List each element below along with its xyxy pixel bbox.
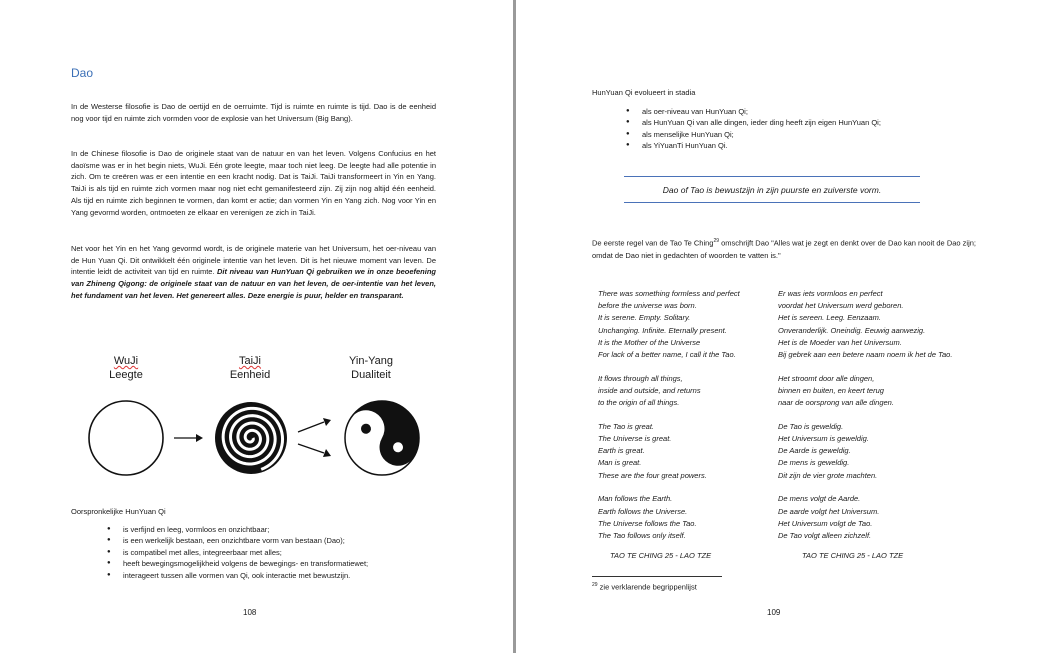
label-wuji-sub: Leegte <box>109 369 143 381</box>
page-title: Dao <box>71 66 94 80</box>
poem-line: It is the Mother of the Universe <box>598 337 701 347</box>
paragraph-hunyuan-plain: Net voor het Yin en het Yang gevormd wordt, is de originele materie van het Universum, het oer-niveau van de Hun Yuan Qi. Dit ontwikkelt één originele intentie van het leven. Dit is het nieuwe moment van leven. De intentie leidt de activiteit van tijd en ruimte. <box>71 244 436 277</box>
poem-line: Earth follows the Universe. <box>598 506 688 516</box>
footnote-text: zie verklarende begrippenlijst <box>597 582 697 592</box>
stadia-heading: HunYuan Qi evolueert in stadia <box>592 88 696 97</box>
intro-text-a: De eerste regel van de Tao Te Ching <box>592 238 714 248</box>
taiji-spiral-icon <box>215 402 287 474</box>
poem-line: It is serene. Empty. Solitary. <box>598 313 691 323</box>
poem-line: The Tao follows only itself. <box>598 530 686 540</box>
poem-line: naar de oorsprong van alle dingen. <box>778 398 894 408</box>
poem-line: There was something formless and perfect <box>598 289 740 298</box>
wuji-taiji-yinyang-figure <box>86 352 436 502</box>
footnote-divider <box>592 576 722 577</box>
poem-stanza <box>778 421 1008 482</box>
yin-yang-icon <box>341 387 433 475</box>
arrow-right-icon <box>174 434 203 442</box>
poem-line: Earth is great. <box>598 446 645 456</box>
poem-line: Het is sereen. Leeg. Eenzaam. <box>778 313 881 323</box>
poem-stanza <box>598 288 778 361</box>
stadia-list <box>626 106 1006 152</box>
page-number: 108 <box>243 608 257 617</box>
paragraph-westerse: In de Westerse filosofie is Dao de oertijd en de oerruimte. Tijd is ruimte en ruimte is tijd. Dao is de eenheid nog voor tijd en ruimte zich vormden voor de explosie van het Universum (Big Bang). <box>71 102 436 123</box>
intro-text-b: omschrijft Dao "Alles wat je zegt en denkt over de Dao kan nooit de Dao zijn; omdat de Dao niet in gedachten of woorden te vatten is." <box>592 238 976 261</box>
poem-line: De Tao is geweldig. <box>778 421 844 431</box>
poem-line: Bij gebrek aan een betere naam noem ik het de Tao. <box>778 350 953 360</box>
list-item: ● is een werkelijk bestaan, een onzichtbare vorm van bestaan (Dao); <box>107 535 467 546</box>
poem-line: Het Universum volgt de Tao. <box>778 518 873 528</box>
footnote-ref: 29 <box>713 238 720 244</box>
poem-line: For lack of a better name, I call it the Tao. <box>598 350 736 360</box>
paragraph-hunyuan <box>71 243 436 302</box>
footnote-number: 29 <box>592 582 598 588</box>
poem-english <box>598 288 778 554</box>
list-item: ● interageert tussen alle vormen van Qi, ook interactie met bewustzijn. <box>107 570 467 581</box>
signature-english: TAO TE CHING 25 - LAO TZE <box>610 551 712 560</box>
poem-line: It flows through all things, <box>598 373 683 383</box>
poem-line: De mens is geweldig. <box>778 458 850 468</box>
footnote <box>592 582 697 592</box>
poem-stanza <box>598 493 778 542</box>
list-item: ● als oer-niveau van HunYuan Qi; <box>626 106 1006 117</box>
signature-dutch: TAO TE CHING 25 - LAO TZE <box>802 551 904 560</box>
poem-stanza <box>598 373 778 410</box>
poem-line: The Universe follows the Tao. <box>598 518 697 528</box>
poem-line: De Tao volgt alleen zichzelf. <box>778 530 872 540</box>
figure-drawing <box>86 352 436 502</box>
poem-stanza <box>598 421 778 482</box>
poem-line: Man follows the Earth. <box>598 494 673 504</box>
right-page <box>516 0 1038 653</box>
paragraph-chinese: In de Chinese filosofie is Dao de originele staat van de natuur en van het leven. Volgens Confucius en het daoïsme was er in het begin niets, WuJi. Eén grote leegte, maar toch niet leeg. De leegte had alle potentie in zich. Om te creëren was er een intentie en een kracht nodig. Dat is TaiJi. TaiJi transformeert in Yin en Yang. TaiJi is als tijd en ruimte zich vormen maar nog niet echt gemanifesteerd zijn. Zij zijn nog altijd één eenheid. Als tijd en ruimte zich beginnen te vormen, dan komt er actie; dan vormen Yin en Yang zich. Nog voor Yin en Yang gevormd worden, ontmoeten ze elkaar en verenigen ze zich in TaiJi. <box>71 149 436 217</box>
wuji-empty-circle <box>89 401 163 475</box>
poem-line: The Universe is great. <box>598 434 672 444</box>
poem-line: Het Universum is geweldig. <box>778 434 869 444</box>
list-item: ● is verfijnd en leeg, vormloos en onzichtbaar; <box>107 524 467 535</box>
poem-line: inside and outside, and returns <box>598 385 701 395</box>
label-yinyang-sub: Dualiteit <box>351 369 391 381</box>
poem-line: Unchanging. Infinite. Eternally present. <box>598 325 727 335</box>
list-item: ● als YiYuanTi HunYuan Qi. <box>626 140 1006 151</box>
poem-line: binnen en buiten, en keert terug <box>778 385 884 395</box>
label-wuji-title: WuJi <box>113 355 139 367</box>
poem-line: Het is de Moeder van het Universum. <box>778 337 902 347</box>
poem-line: Onveranderlijk. Oneindig. Eeuwig aanwezig. <box>778 325 926 335</box>
poem-line: Het stroomt door alle dingen, <box>778 373 875 383</box>
poem-line: Er was iets vormloos en perfect <box>778 289 883 298</box>
poem-line: De aarde volgt het Universum. <box>778 506 880 516</box>
intro-paragraph <box>592 235 987 263</box>
poem-line: voordat het Universum werd geboren. <box>778 301 904 311</box>
pull-quote: Dao of Tao is bewustzijn in zijn puurste en zuiverste vorm. <box>624 176 920 203</box>
hunyuan-properties-list <box>107 524 467 581</box>
left-page <box>0 0 513 653</box>
list-item: ● is compatibel met alles, integreerbaar met alles; <box>107 547 467 558</box>
list-item: ● heeft bewegingsmogelijkheid volgens de bewegings- en transformatiewet; <box>107 558 467 569</box>
paragraph-hunyuan-emphasis: Dit niveau van HunYuan Qi gebruiken we in onze beoefening van Zhineng Qigong: de originele staat van de natuur en van het leven, de oer-intentie van het leven, het fundament van het leven. Het genereert alles. Deze energie is puur, helder en transparant. <box>71 267 436 300</box>
arrows-split-icon <box>298 418 331 457</box>
label-taiji-sub: Eenheid <box>229 369 271 381</box>
poem-line: Man is great. <box>598 458 642 468</box>
poem-stanza <box>778 288 1008 361</box>
poem-stanza <box>778 493 1008 542</box>
poem-line: before the universe was born. <box>598 301 697 311</box>
list-item: ● als HunYuan Qi van alle dingen, ieder ding heeft zijn eigen HunYuan Qi; <box>626 117 1006 128</box>
label-taiji-title: TaiJi <box>238 355 261 367</box>
poem-line: De mens volgt de Aarde. <box>778 494 861 504</box>
list-heading: Oorspronkelijke HunYuan Qi <box>71 507 166 516</box>
poem-stanza <box>778 373 1008 410</box>
poem-line: De Aarde is geweldig. <box>778 446 851 456</box>
label-yinyang-title: Yin-Yang <box>348 355 394 367</box>
poem-line: These are the four great powers. <box>598 470 707 480</box>
page-number: 109 <box>767 608 781 617</box>
poem-line: Dit zijn de vier grote machten. <box>778 470 878 480</box>
poem-dutch <box>778 288 1008 554</box>
list-item: ● als menselijke HunYuan Qi; <box>626 129 1006 140</box>
poem-line: to the origin of all things. <box>598 398 680 408</box>
poem-line: The Tao is great. <box>598 421 655 431</box>
